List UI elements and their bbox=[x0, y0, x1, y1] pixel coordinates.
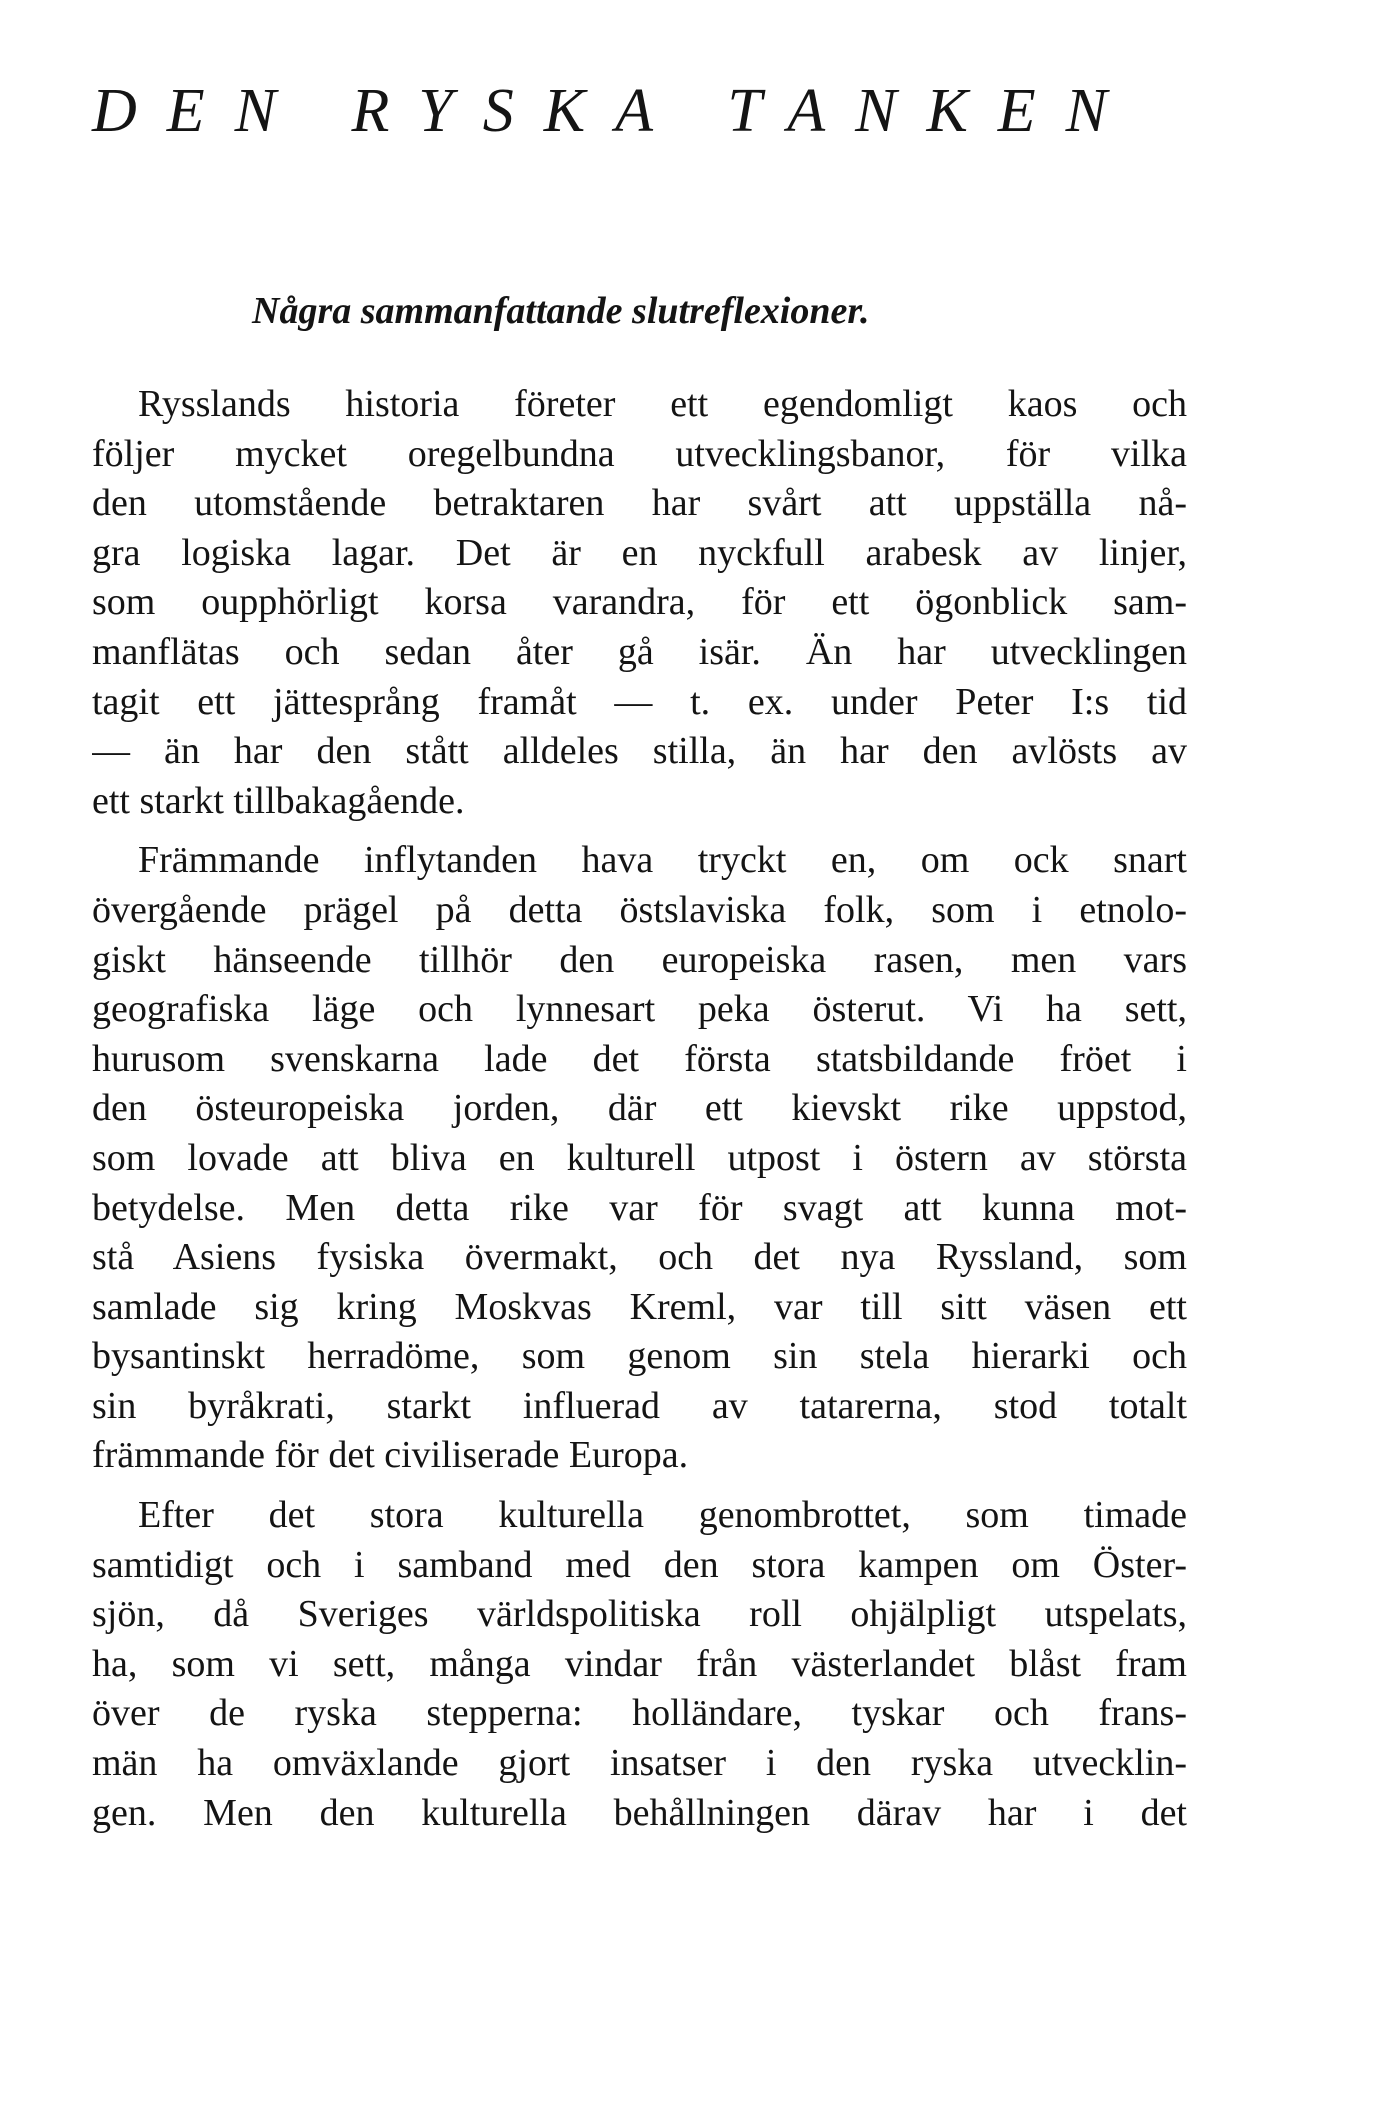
paragraph bbox=[92, 1491, 1187, 1838]
text-line: samtidigt och i samband med den stora kampen om Öster- bbox=[92, 1543, 1187, 1586]
paragraph-gap bbox=[92, 1481, 1187, 1491]
text-line: övergående prägel på detta östslaviska folk, som i etnolo- bbox=[92, 888, 1187, 931]
paragraph-gap bbox=[92, 826, 1187, 836]
text-line: ett starkt tillbakagående. bbox=[92, 779, 465, 822]
text-line: som oupphörligt korsa varandra, för ett ögonblick sam- bbox=[92, 581, 1187, 624]
section-heading: Några sammanfattande slutreflexioner. bbox=[252, 290, 870, 332]
text-line: gen. Men den kulturella behållningen därav har i det bbox=[92, 1791, 1187, 1834]
text-line: tagit ett jättesprång framåt — t. ex. under Peter I:s tid bbox=[92, 680, 1187, 723]
text-line: sin byråkrati, starkt influerad av tatarerna, stod totalt bbox=[92, 1384, 1187, 1427]
text-line: bysantinskt herradöme, som genom sin stela hierarki och bbox=[92, 1335, 1187, 1378]
text-line: betydelse. Men detta rike var för svagt att kunna mot- bbox=[92, 1186, 1187, 1229]
text-line: ha, som vi sett, många vindar från västerlandet blåst fram bbox=[92, 1642, 1187, 1685]
text-line: hurusom svenskarna lade det första statsbildande fröet i bbox=[92, 1037, 1187, 1080]
text-line: manflätas och sedan åter gå isär. Än har utvecklingen bbox=[92, 630, 1187, 673]
text-line: giskt hänseende tillhör den europeiska rasen, men vars bbox=[92, 938, 1187, 981]
text-line: samlade sig kring Moskvas Kreml, var till sitt väsen ett bbox=[92, 1285, 1187, 1328]
text-line: den östeuropeiska jorden, där ett kievskt rike uppstod, bbox=[92, 1087, 1187, 1130]
text-line: män ha omväxlande gjort insatser i den ryska utvecklin- bbox=[92, 1742, 1187, 1785]
text-line: Främmande inflytanden hava tryckt en, om ock snart bbox=[138, 839, 1187, 882]
text-line: den utomstående betraktaren har svårt att uppställa nå- bbox=[92, 482, 1187, 525]
text-line: följer mycket oregelbundna utvecklingsbanor, för vilka bbox=[92, 432, 1187, 475]
running-title: DEN RYSKA TANKEN bbox=[92, 77, 1138, 145]
paragraph bbox=[92, 836, 1187, 1481]
text-line: främmande för det civiliserade Europa. bbox=[92, 1434, 689, 1477]
paragraph bbox=[92, 380, 1187, 826]
text-line: stå Asiens fysiska övermakt, och det nya Ryssland, som bbox=[92, 1236, 1187, 1279]
text-line: som lovade att bliva en kulturell utpost i östern av största bbox=[92, 1136, 1187, 1179]
body-text bbox=[92, 380, 1187, 1838]
text-line: — än har den stått alldeles stilla, än har den avlösts av bbox=[92, 730, 1187, 773]
text-line: Efter det stora kulturella genombrottet, som timade bbox=[138, 1494, 1187, 1537]
text-line: geografiska läge och lynnesart peka österut. Vi ha sett, bbox=[92, 988, 1187, 1031]
text-line: över de ryska stepperna: holländare, tyskar och frans- bbox=[92, 1692, 1187, 1735]
text-line: sjön, då Sveriges världspolitiska roll ohjälpligt utspelats, bbox=[92, 1593, 1187, 1636]
text-line: gra logiska lagar. Det är en nyckfull arabesk av linjer, bbox=[92, 531, 1187, 574]
text-line: Rysslands historia företer ett egendomligt kaos och bbox=[138, 383, 1187, 425]
